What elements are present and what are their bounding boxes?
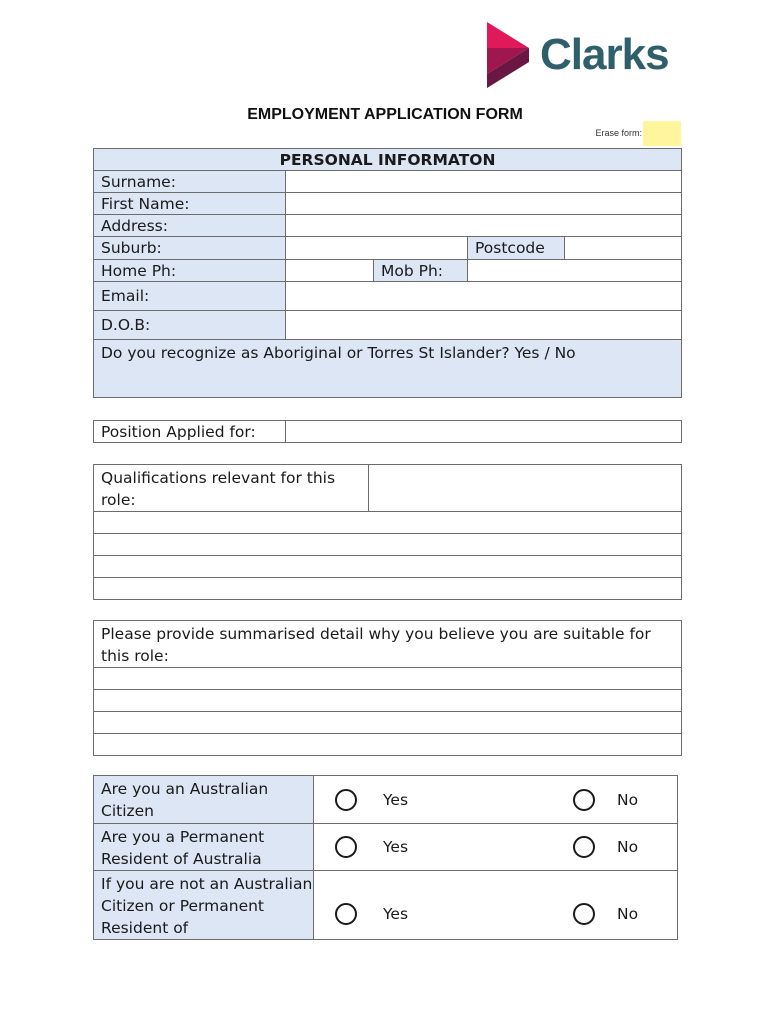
non-citizen-no-label: No <box>617 905 639 923</box>
email-label: Email: <box>94 282 286 311</box>
permanent-resident-question: Are you a Permanent Resident of Australia <box>94 824 314 871</box>
position-table <box>93 420 682 443</box>
address-label: Address: <box>94 215 286 237</box>
suburb-label: Suburb: <box>94 237 286 260</box>
permanent-resident-yes-radio[interactable] <box>335 836 357 858</box>
erase-form-label: Erase form: <box>595 128 642 138</box>
personal-info-table <box>93 148 682 398</box>
postcode-field[interactable] <box>565 237 682 260</box>
email-field[interactable] <box>286 282 682 311</box>
personal-info-header: PERSONAL INFORMATON <box>94 149 682 171</box>
dob-label: D.O.B: <box>94 311 286 340</box>
residency-table <box>93 775 678 940</box>
qualifications-line[interactable] <box>94 556 682 578</box>
permanent-resident-no-label: No <box>617 838 639 856</box>
citizen-yes-radio[interactable] <box>335 789 357 811</box>
home-phone-label: Home Ph: <box>94 260 286 282</box>
citizen-no-radio[interactable] <box>573 789 595 811</box>
qualifications-line[interactable] <box>94 512 682 534</box>
first-name-label: First Name: <box>94 193 286 215</box>
suburb-field[interactable] <box>286 237 468 260</box>
non-citizen-yes-label: Yes <box>383 905 409 923</box>
aboriginal-question[interactable]: Do you recognize as Aboriginal or Torres St Islander? Yes / No <box>94 340 682 398</box>
qualifications-line[interactable] <box>94 534 682 556</box>
non-citizen-question: If you are not an Australian Citizen or Permanent Resident of <box>94 871 314 940</box>
dob-field[interactable] <box>286 311 682 340</box>
surname-field[interactable] <box>286 171 682 193</box>
qualifications-label: Qualifications relevant for this role: <box>94 465 369 512</box>
citizen-options <box>314 776 678 824</box>
suitability-line[interactable] <box>94 734 682 756</box>
non-citizen-no-radio[interactable] <box>573 903 595 925</box>
postcode-label: Postcode <box>468 237 565 260</box>
qualifications-table <box>93 464 682 600</box>
brand-logo-text: Clarks <box>540 30 669 79</box>
citizen-no-label: No <box>617 790 639 809</box>
non-citizen-yes-radio[interactable] <box>335 903 357 925</box>
mobile-phone-field[interactable] <box>468 260 682 282</box>
permanent-resident-yes-label: Yes <box>383 838 409 856</box>
non-citizen-options <box>314 871 678 940</box>
form-title: EMPLOYMENT APPLICATION FORM <box>247 106 523 123</box>
address-field[interactable] <box>286 215 682 237</box>
permanent-resident-options <box>314 824 678 871</box>
qualifications-field-1[interactable] <box>369 465 682 512</box>
first-name-field[interactable] <box>286 193 682 215</box>
surname-label: Surname: <box>94 171 286 193</box>
home-phone-field[interactable] <box>286 260 374 282</box>
position-label: Position Applied for: <box>94 421 286 443</box>
erase-form-button[interactable] <box>643 121 681 146</box>
brand-logo-mark <box>487 22 529 88</box>
suitability-label: Please provide summarised detail why you believe you are suitable for this role: <box>94 621 682 668</box>
mobile-phone-label: Mob Ph: <box>374 260 468 282</box>
qualifications-line[interactable] <box>94 578 682 600</box>
citizen-yes-label: Yes <box>383 790 409 809</box>
suitability-line[interactable] <box>94 712 682 734</box>
suitability-table <box>93 620 682 756</box>
suitability-line[interactable] <box>94 668 682 690</box>
citizen-question: Are you an Australian Citizen <box>94 776 314 824</box>
position-field[interactable] <box>286 421 682 443</box>
suitability-line[interactable] <box>94 690 682 712</box>
permanent-resident-no-radio[interactable] <box>573 836 595 858</box>
